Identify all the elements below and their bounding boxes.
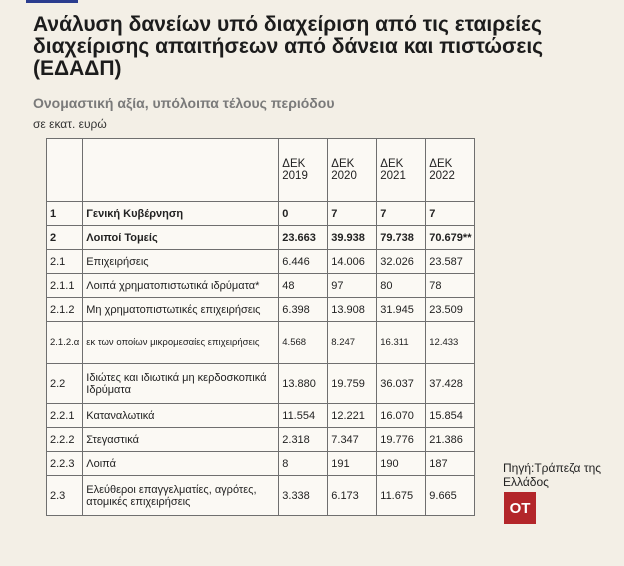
cell-2021: 16.311 xyxy=(377,322,426,364)
cell-2020: 19.759 xyxy=(328,364,377,404)
header-cell-2019: ΔΕΚ 2019 xyxy=(279,139,328,202)
table-row xyxy=(47,274,475,298)
header-cell-label xyxy=(83,139,279,202)
cell-2022: 23.587 xyxy=(426,250,475,274)
header-cell-2021: ΔΕΚ 2021 xyxy=(377,139,426,202)
cell-2021: 19.776 xyxy=(377,428,426,452)
row-label: Στεγαστικά xyxy=(83,428,279,452)
row-code: 2.2.1 xyxy=(47,404,83,428)
cell-2020: 13.908 xyxy=(328,298,377,322)
cell-2021: 190 xyxy=(377,452,426,476)
cell-2020: 39.938 xyxy=(328,226,377,250)
cell-2019: 13.880 xyxy=(279,364,328,404)
source-note: Πηγή:Τράπεζα της Ελλάδος xyxy=(503,461,602,489)
row-code: 2.1.2 xyxy=(47,298,83,322)
row-label: Γενική Κυβέρνηση xyxy=(83,202,279,226)
table-row xyxy=(47,476,475,516)
table-row xyxy=(47,322,475,364)
cell-2022: 15.854 xyxy=(426,404,475,428)
cell-2021: 31.945 xyxy=(377,298,426,322)
cell-2019: 48 xyxy=(279,274,328,298)
row-label: Λοιπά xyxy=(83,452,279,476)
row-label: Ιδιώτες και ιδιωτικά μη κερδοσκοπικά Ιδρύματα xyxy=(83,364,279,404)
table-row xyxy=(47,364,475,404)
table-header-row xyxy=(47,139,475,202)
cell-2021: 7 xyxy=(377,202,426,226)
cell-2021: 36.037 xyxy=(377,364,426,404)
cell-2019: 2.318 xyxy=(279,428,328,452)
row-code: 2.2.2 xyxy=(47,428,83,452)
cell-2022: 37.428 xyxy=(426,364,475,404)
cell-2021: 16.070 xyxy=(377,404,426,428)
cell-2021: 32.026 xyxy=(377,250,426,274)
row-label: Ελεύθεροι επαγγελματίες, αγρότες, ατομικές επιχειρήσεις xyxy=(83,476,279,516)
row-code: 2.2.3 xyxy=(47,452,83,476)
cell-2019: 6.446 xyxy=(279,250,328,274)
cell-2021: 80 xyxy=(377,274,426,298)
cell-2020: 97 xyxy=(328,274,377,298)
row-label: εκ των οποίων μικρομεσαίες επιχειρήσεις xyxy=(83,322,279,364)
page-title: Ανάλυση δανείων υπό διαχείριση από τις εταιρείες διαχείρισης απαιτήσεων από δάνεια και πιστώσεις (ΕΔΑΔΠ) xyxy=(33,13,544,80)
cell-2019: 0 xyxy=(279,202,328,226)
header-cell-code xyxy=(47,139,83,202)
cell-2019: 4.568 xyxy=(279,322,328,364)
cell-2019: 23.663 xyxy=(279,226,328,250)
row-label: Μη χρηματοπιστωτικές επιχειρήσεις xyxy=(83,298,279,322)
table-row xyxy=(47,250,475,274)
row-code: 1 xyxy=(47,202,83,226)
cell-2022: 78 xyxy=(426,274,475,298)
ot-logo: OT xyxy=(504,492,536,524)
cell-2020: 7 xyxy=(328,202,377,226)
table-row xyxy=(47,452,475,476)
header-cell-2020: ΔΕΚ 2020 xyxy=(328,139,377,202)
cell-2022: 12.433 xyxy=(426,322,475,364)
table-row xyxy=(47,404,475,428)
table-row xyxy=(47,226,475,250)
cell-2022: 21.386 xyxy=(426,428,475,452)
cell-2020: 6.173 xyxy=(328,476,377,516)
page-subtitle: Ονομαστική αξία, υπόλοιπα τέλους περιόδου xyxy=(33,95,335,111)
cell-2020: 191 xyxy=(328,452,377,476)
row-code: 2.1.2.α xyxy=(47,322,83,364)
loans-table xyxy=(46,138,475,516)
row-code: 2.3 xyxy=(47,476,83,516)
row-label: Καταναλωτικά xyxy=(83,404,279,428)
cell-2022: 187 xyxy=(426,452,475,476)
cell-2022: 23.509 xyxy=(426,298,475,322)
row-code: 2.1 xyxy=(47,250,83,274)
cell-2020: 7.347 xyxy=(328,428,377,452)
table-row xyxy=(47,298,475,322)
cell-2021: 79.738 xyxy=(377,226,426,250)
table-row xyxy=(47,202,475,226)
row-code: 2.2 xyxy=(47,364,83,404)
row-label: Λοιποί Τομείς xyxy=(83,226,279,250)
cell-2021: 11.675 xyxy=(377,476,426,516)
cell-2020: 12.221 xyxy=(328,404,377,428)
cell-2019: 3.338 xyxy=(279,476,328,516)
cell-2022: 7 xyxy=(426,202,475,226)
cell-2020: 8.247 xyxy=(328,322,377,364)
table-row xyxy=(47,428,475,452)
row-code: 2.1.1 xyxy=(47,274,83,298)
header-cell-2022: ΔΕΚ 2022 xyxy=(426,139,475,202)
row-label: Επιχειρήσεις xyxy=(83,250,279,274)
unit-note: σε εκατ. ευρώ xyxy=(33,117,107,131)
row-label: Λοιπά χρηματοπιστωτικά ιδρύματα* xyxy=(83,274,279,298)
cell-2019: 6.398 xyxy=(279,298,328,322)
cell-2022: 70.679** xyxy=(426,226,475,250)
cell-2019: 11.554 xyxy=(279,404,328,428)
top-accent-bar xyxy=(26,0,78,3)
cell-2020: 14.006 xyxy=(328,250,377,274)
row-code: 2 xyxy=(47,226,83,250)
cell-2022: 9.665 xyxy=(426,476,475,516)
cell-2019: 8 xyxy=(279,452,328,476)
